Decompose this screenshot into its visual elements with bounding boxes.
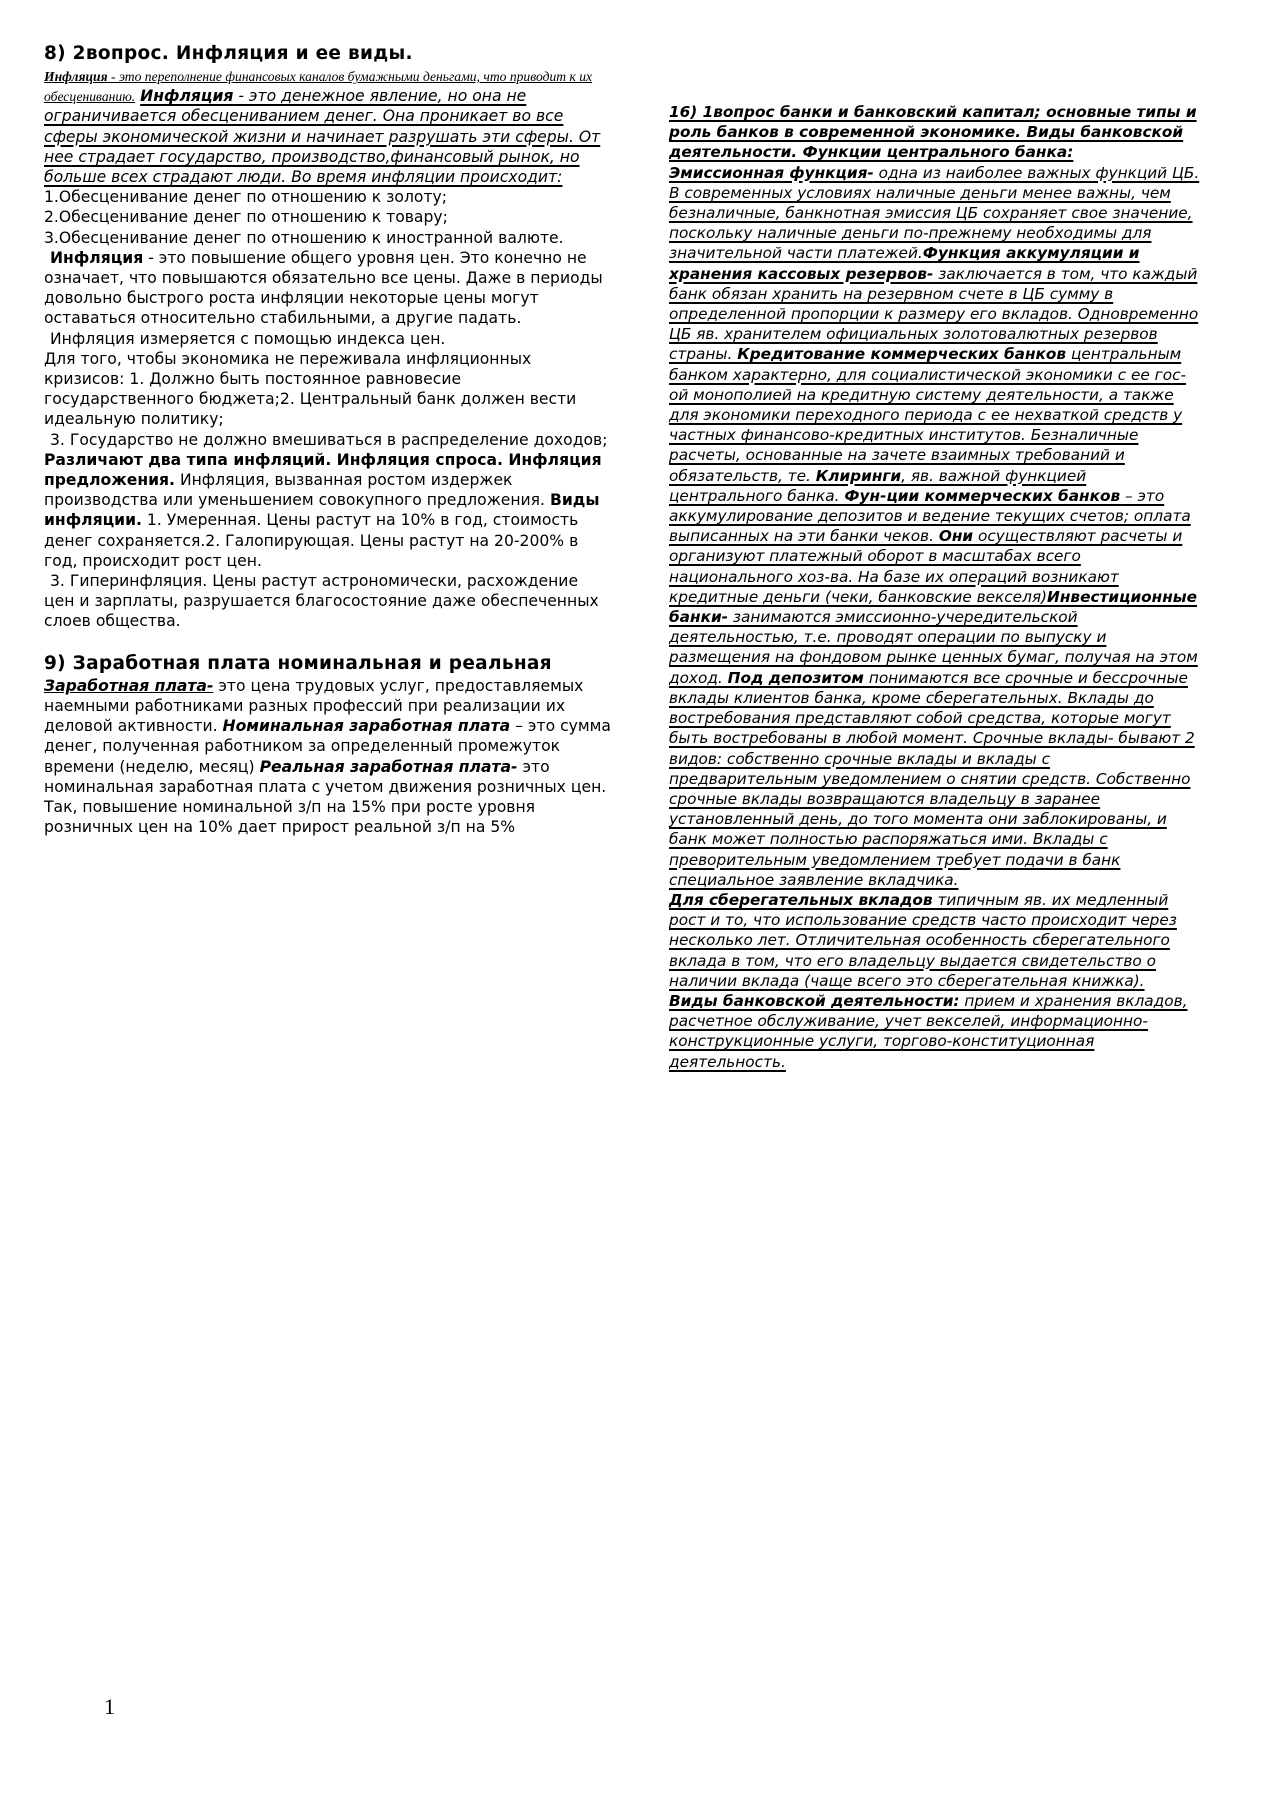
list-item-2: 2.Обесценивание денег по отношению к товару;: [44, 208, 448, 227]
crediting-text: центральным банком характерно, для социалистической экономики с ее гос-ой монополией на кредитную систему деятельности, а также для экономики переходного периода с ее нехваткой средств у частных финансово-кредитных институтов. Безналичные расчеты, основанные на зачете взаимных требований и обязательств, те.: [669, 345, 1186, 485]
they-text: осуществляют расчеты и организуют платежный оборот в масштабах всего национального хоз-ва. На базе их операций возникают кредитные деньги (чеки, банковские векселя): [669, 527, 1183, 606]
paragraph-index: Инфляция измеряется с помощью индекса цен.: [50, 329, 446, 348]
right-column: [669, 102, 1201, 1072]
kinds-text: 1. Умеренная. Цены растут на 10% в год, стоимость денег сохраняется.2. Галопирующая. Цены растут на 20-200% в год, происходит рост цен.: [44, 511, 579, 570]
term-savings: Для сберегательных вкладов: [669, 890, 933, 909]
paragraph-hyperinflation: 3. Гиперинфляция. Цены растут астрономически, расхождение цен и зарплаты, разрушается благосостояние даже обеспеченных слоев общества.: [44, 572, 599, 631]
term-banking-activities: Виды банковской деятельности:: [669, 991, 960, 1010]
wage-text: это цена трудовых услуг, предоставляемых наемными работниками разных профессий при реализации их деловой активности.: [44, 676, 584, 736]
section-16-title: 16) 1вопрос банки и банковский капитал; основные типы и роль банков в современной экономике. Виды банковской деятельности. Функции центрального банка:: [669, 103, 1197, 162]
term-clearing: Клиринги: [815, 466, 902, 485]
section-8-definition: [44, 66, 612, 187]
definition-2-text: - это денежное явление, но она не ограничивается обесцениванием денег. Она проникает во все сферы экономической жизни и начинает разрушать эти сферы. От нее страдает государство, производство,финансовый рынок, но больше всех страдают люди. Во время инфляции происходит:: [44, 87, 601, 187]
definition-text: - это переполнение финансовых каналов бумажными деньгами, что приводит к их обесцениванию.: [44, 69, 593, 105]
section-9-title: 9) Заработная плата номинальная и реальная: [44, 652, 552, 674]
term-they: Они: [938, 527, 974, 546]
term-emission: Эмиссионная функция-: [669, 163, 874, 182]
price-level-text: - это повышение общего уровня цен. Это конечно не означает, что повышаются обязательно все цены. Даже в периоды довольно быстрого роста инфляции некоторые цены могут оставаться относительно стабильными, а другие падать.: [44, 248, 603, 328]
kinds-heading: Виды инфляции.: [44, 491, 600, 530]
real-wage-text: это номинальная заработная плата с учетом движения розничных цен. Так, повышение номинальной з/п на 15% при росте уровня розничных цен на 10% дает прирост реальной з/п на 5%: [44, 757, 607, 837]
page-number: 1: [104, 1694, 115, 1719]
term-inflation-3: Инфляция: [50, 248, 144, 267]
section-9-body: [44, 676, 612, 838]
paragraph-crisis: Для того, чтобы экономика не переживала инфляционных кризисов: 1. Должно быть постоянное равновесие государственного бюджета;2. Центральный банк должен вести идеальную политику;: [44, 349, 577, 429]
term-real-wage: Реальная заработная плата-: [259, 757, 518, 776]
term-commercial-functions: Фун-ции коммерческих банков: [844, 486, 1121, 505]
types-heading: Различают два типа инфляций. Инфляция спроса. Инфляция предложения.: [44, 450, 602, 490]
types-text: Инфляция, вызванная ростом издержек производства или уменьшением совокупного предложения.: [44, 471, 550, 510]
list-item-1: 1.Обесценивание денег по отношению к золоту;: [44, 188, 448, 207]
left-column: [44, 42, 612, 837]
paragraph-price-level: [44, 248, 612, 329]
term-inflation-2: Инфляция: [140, 87, 234, 106]
term-nominal-wage: Номинальная заработная плата: [222, 717, 511, 736]
nominal-wage-text: – это сумма денег, полученная работником за определенный промежуток времени (неделю, месяц): [44, 717, 611, 776]
term-wage: Заработная плата-: [44, 676, 214, 695]
banking-activities-text: прием и хранения вкладов, расчетное обслуживание, учет векселей, информационно-конструкционные услуги, торгово-конституционная деятельность.: [669, 991, 1188, 1071]
section-8-title: 8) 2вопрос. Инфляция и ее виды.: [44, 43, 413, 64]
term-accumulation: Функция аккумуляции и хранения кассовых резервов-: [669, 244, 1140, 283]
clearing-text: , яв. важной функцией центрального банка.: [669, 466, 1087, 505]
emission-text: одна из наиболее важных функций ЦБ. В современных условиях наличные деньги менее важны, чем безналичные, банкнотная эмиссия ЦБ сохраняет свое значение, поскольку наличные деньги по-прежнему необходимы для значительной части платежей.: [669, 163, 1200, 263]
investment-banks-text: занимаются эмиссионно-учередительской деятельностью, т.е. проводят операции по выпуску и размещения на фондовом рынке ценных бумаг, получая на этом доход.: [669, 608, 1198, 687]
term-crediting: Кредитование коммерческих банков: [737, 345, 1067, 364]
list-item-3: 3.Обесценивание денег по отношению к иностранной валюте.: [44, 228, 564, 247]
commercial-functions-text: – это аккумулирование депозитов и ведение текущих счетов; оплата выписанных на эти банки чеков.: [669, 486, 1191, 546]
term-investment-banks: Инвестиционные банки-: [669, 587, 1198, 627]
term-deposit: Под депозитом: [727, 668, 864, 687]
deposit-text: понимаются все срочные и бессрочные вклады клиентов банка, кроме сберегательных. Вклады до востребования представляют собой средства, которые могут быть востребованы в любой момент. Срочные вклады- бывают 2 видов: собственно срочные вклады и вклады с предварительным уведомлением о снятии средств. Собственно срочные вклады возвращаются владельцу в заранее установленный день, до того момента они заблокированы, и банк может полностью распоряжаться ими. Вклады с преворительным уведомлением требует подачи в банк специальное заявление вкладчика.: [669, 668, 1195, 889]
term-inflation: Инфляция: [44, 69, 108, 84]
banking-activities-paragraph: [669, 991, 1201, 1072]
accumulation-text: заключается в том, что каждый банк обязан хранить на резервном счете в ЦБ сумму в определенной пропорции к размеру его вкладов. Одновременно ЦБ яв. хранителем официальных золотовалютных резервов страны.: [669, 264, 1199, 364]
types-intro: 3. Государство не должно вмешиваться в распределение доходов;: [50, 430, 608, 449]
paragraph-types: [44, 430, 612, 571]
section-16-body: [669, 163, 1201, 890]
savings-paragraph: [669, 890, 1201, 991]
savings-text: типичным яв. их медленный рост и то, что использование средств часто происходит через несколько лет. Отличительная особенность сберегательного вклада в том, что его владельцу выдается свидетельство о наличии вклада (чаще всего это сберегательная книжка).: [669, 890, 1177, 990]
